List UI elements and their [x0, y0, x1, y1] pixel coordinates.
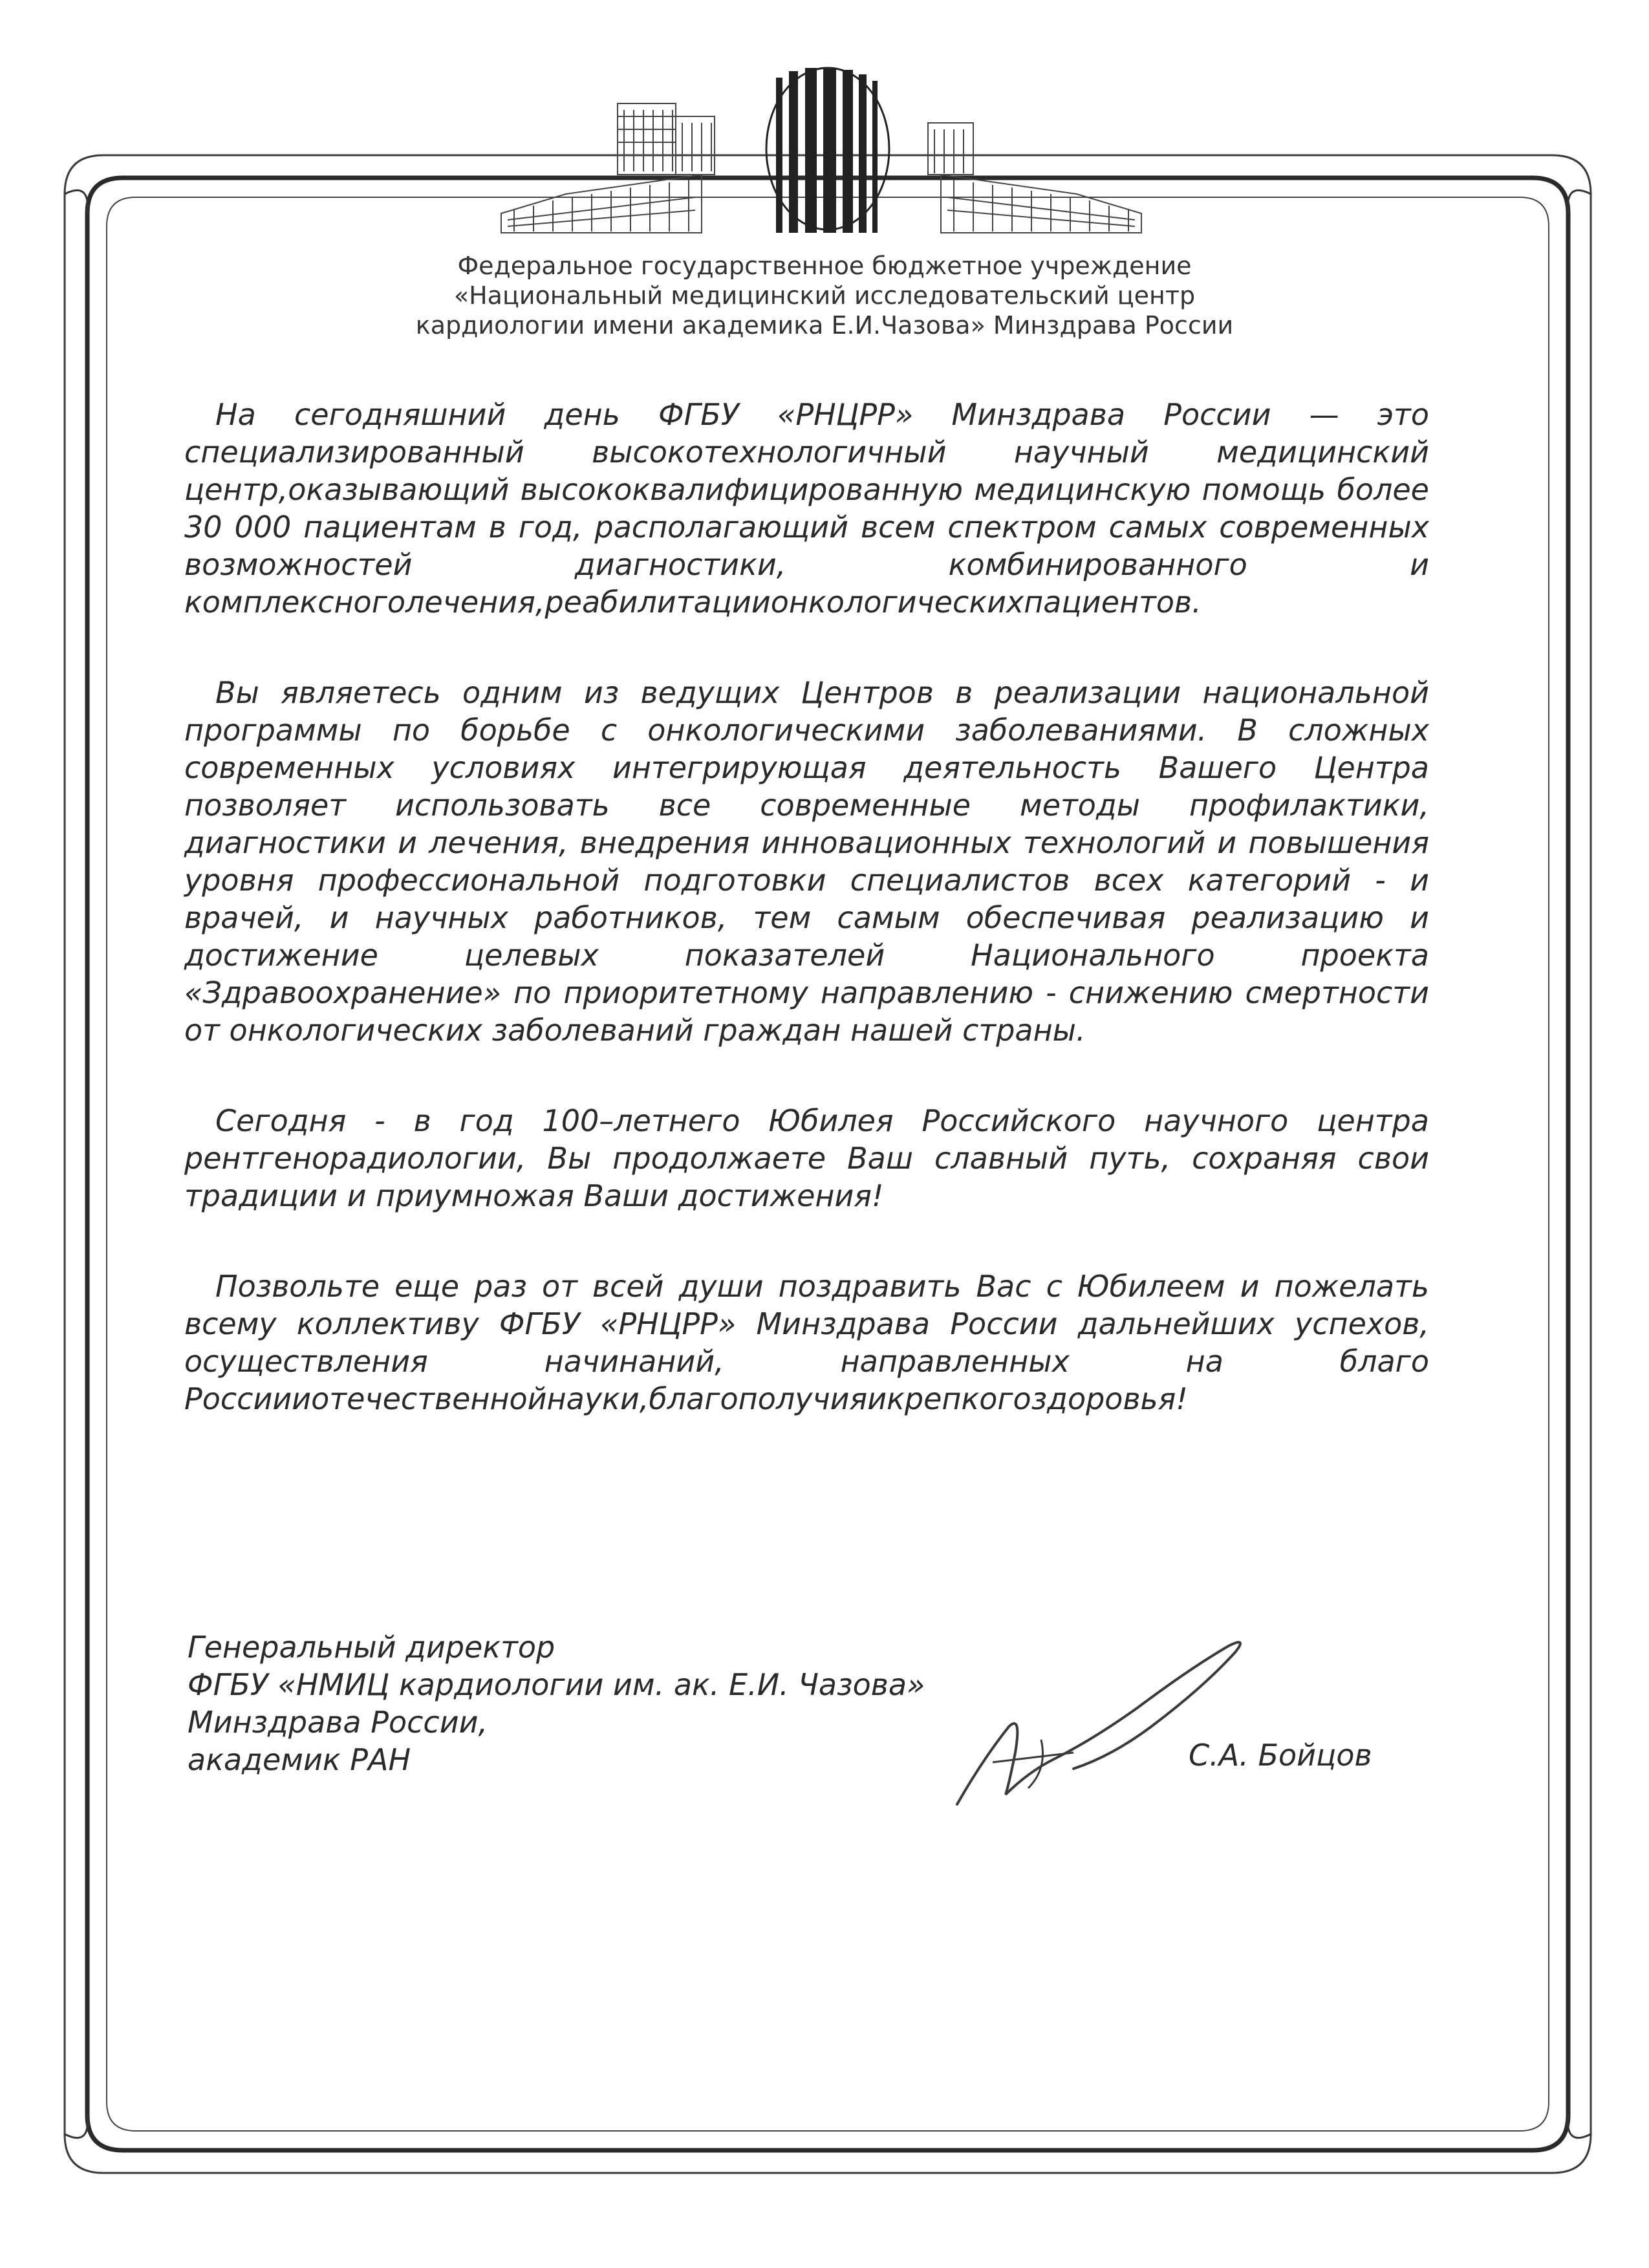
org-line-1: Федеральное государственное бюджетное учреждение: [457, 252, 1192, 280]
letter-body: [184, 396, 1429, 1471]
letter-paragraph-3: Сегодня - в год 100–летнего Юбилея Российского научного центра рентгенорадиологии, Вы продолжаете Ваш славный путь, сохраняя свои традиции и приумножая Ваши достижения!: [184, 1103, 1429, 1213]
letter-paragraph-2: Вы являетесь одним из ведущих Центров в реализации национальной программы по борьбе с онкологическими заболеваниями. В сложных современных условиях интегрирующая деятельность Вашего Центра позволяет использовать все современные методы профилактики, диагностики и лечения, внедрения инновационных технологий и повышения уровня профессиональной подготовки специалистов всех категорий - и врачей, и научных работников, тем самым обеспечивая реализацию и достижение целевых показателей Национального проекта «Здравоохранение» по приоритетному направлению - снижению смертности от онкологических заболеваний граждан нашей страны.: [184, 675, 1429, 1048]
letter-paragraph-1: На сегодняшний день ФГБУ «РНЦРР» Минздрава России — это специализированный высокотехнологичный научный медицинский центр,оказывающий высококвалифицированную медицинскую помощь более 30 000 пациентам в год, располагающий всем спектром самых современных возможностей диагностики, комбинированного и комплексноголечения,реабилитациионкологическихпациентов.: [184, 397, 1429, 620]
letter-paragraph-4: Позвольте еще раз от всей души поздравить Вас с Юбилеем и пожелать всему коллективу ФГБУ «РНЦРР» Минздрава России дальнейших успехов, осуществления начинаний, направленных на благо Россиииотечественнойнауки,благополучияикрепкогоздоровья!: [184, 1269, 1429, 1416]
org-line-3: кардиологии имени академика Е.И.Чазова» Минздрава России: [415, 311, 1234, 340]
signature-title-block: [188, 1628, 964, 1778]
signer-title-line-1: Генеральный директор: [188, 1630, 555, 1665]
signer-title-line-4: академик РАН: [188, 1742, 411, 1777]
org-line-2: «Национальный медицинский исследовательский центр: [453, 281, 1196, 310]
building-logo-icon: [488, 65, 1154, 239]
signature-scribble-icon: [944, 1630, 1255, 1817]
signer-name: С.А. Бойцов: [1189, 1738, 1372, 1773]
signer-title-line-2: ФГБУ «НМИЦ кардиологии им. ак. Е.И. Чазова»: [188, 1667, 925, 1702]
handwritten-signature: [944, 1630, 1255, 1817]
institution-logo: [488, 65, 1154, 239]
organization-name: [323, 251, 1326, 340]
signer-title-line-3: Минздрава России,: [188, 1705, 488, 1740]
